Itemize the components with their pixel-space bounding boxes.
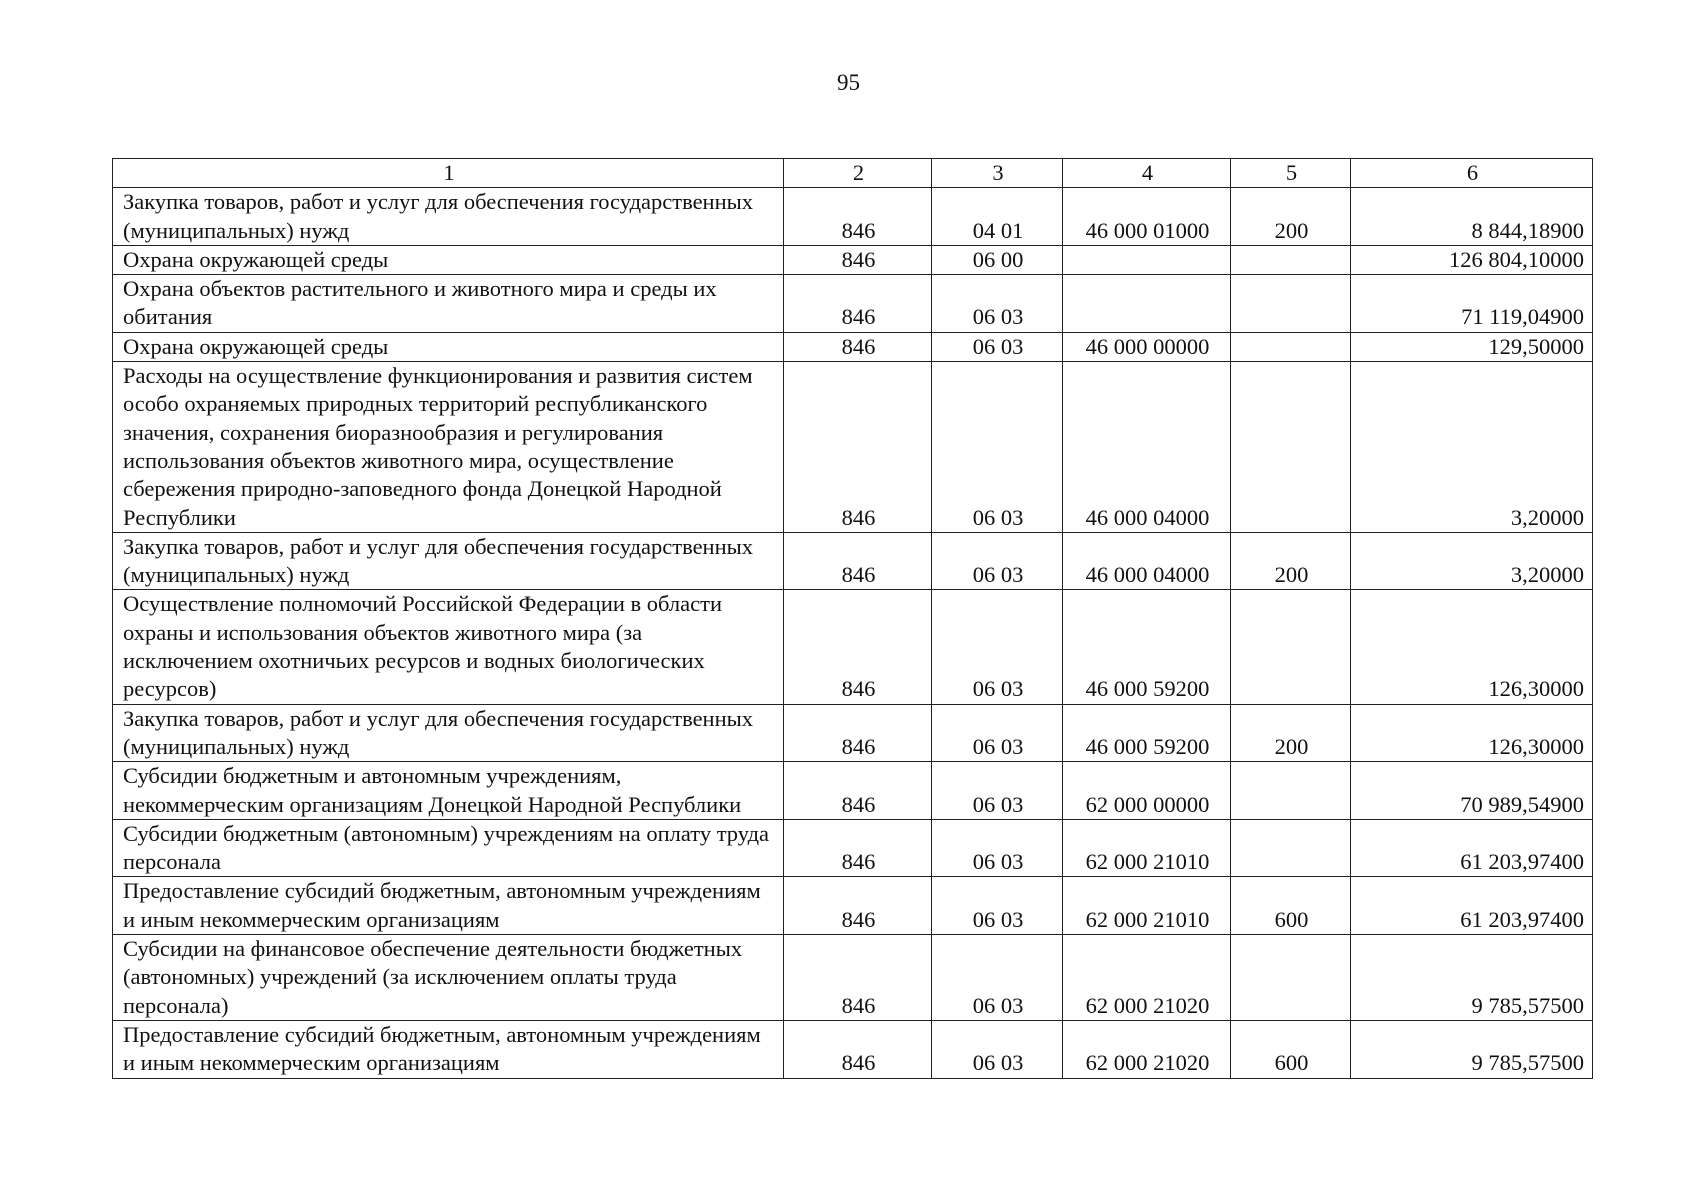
row-section: 04 01	[932, 188, 1063, 246]
row-name: Расходы на осуществление функционирования и развития систем особо охраняемых природных территорий республиканского значения, сохранения биоразнообразия и регулирования использования объектов животного мира, осуществление сбережения природно-заповедного фонда Донецкой Народной Республики	[113, 362, 784, 533]
row-section: 06 03	[932, 590, 1063, 704]
table-row	[113, 1020, 1593, 1078]
column-header-4: 4	[1063, 159, 1231, 188]
row-section: 06 03	[932, 532, 1063, 590]
row-ved: 846	[784, 332, 932, 361]
row-amount: 126 804,10000	[1351, 245, 1593, 274]
row-name: Субсидии бюджетным и автономным учреждениям, некоммерческим организациям Донецкой Народной Республики	[113, 762, 784, 820]
row-target: 46 000 04000	[1063, 362, 1231, 533]
row-section: 06 03	[932, 332, 1063, 361]
table-header-row	[113, 159, 1593, 188]
row-amount: 9 785,57500	[1351, 935, 1593, 1021]
row-amount: 61 203,97400	[1351, 819, 1593, 877]
row-amount: 3,20000	[1351, 362, 1593, 533]
row-kind	[1231, 332, 1351, 361]
row-target	[1063, 245, 1231, 274]
row-kind	[1231, 245, 1351, 274]
row-name: Охрана объектов растительного и животного мира и среды их обитания	[113, 275, 784, 333]
row-kind	[1231, 935, 1351, 1021]
table-row	[113, 245, 1593, 274]
row-kind	[1231, 762, 1351, 820]
row-amount: 126,30000	[1351, 590, 1593, 704]
row-kind	[1231, 362, 1351, 533]
row-target: 62 000 21020	[1063, 1020, 1231, 1078]
row-target: 46 000 59200	[1063, 704, 1231, 762]
row-section: 06 03	[932, 935, 1063, 1021]
row-ved: 846	[784, 704, 932, 762]
budget-table	[112, 158, 1593, 1079]
table-row	[113, 532, 1593, 590]
table-row	[113, 935, 1593, 1021]
table-row	[113, 819, 1593, 877]
row-kind	[1231, 819, 1351, 877]
table-row	[113, 332, 1593, 361]
table-row	[113, 877, 1593, 935]
row-section: 06 03	[932, 762, 1063, 820]
row-target: 62 000 21010	[1063, 877, 1231, 935]
row-ved: 846	[784, 762, 932, 820]
row-kind	[1231, 275, 1351, 333]
row-ved: 846	[784, 532, 932, 590]
column-header-5: 5	[1231, 159, 1351, 188]
table-row	[113, 590, 1593, 704]
row-amount: 61 203,97400	[1351, 877, 1593, 935]
row-name: Закупка товаров, работ и услуг для обеспечения государственных (муниципальных) нужд	[113, 704, 784, 762]
row-target: 46 000 04000	[1063, 532, 1231, 590]
row-kind: 600	[1231, 877, 1351, 935]
row-name: Субсидии на финансовое обеспечение деятельности бюджетных (автономных) учреждений (за исключением оплаты труда персонала)	[113, 935, 784, 1021]
row-ved: 846	[784, 877, 932, 935]
row-kind: 600	[1231, 1020, 1351, 1078]
row-ved: 846	[784, 362, 932, 533]
row-kind	[1231, 590, 1351, 704]
row-target: 46 000 59200	[1063, 590, 1231, 704]
row-ved: 846	[784, 188, 932, 246]
row-section: 06 03	[932, 877, 1063, 935]
row-target: 62 000 21010	[1063, 819, 1231, 877]
row-name: Закупка товаров, работ и услуг для обеспечения государственных (муниципальных) нужд	[113, 188, 784, 246]
page-number: 95	[837, 70, 860, 95]
row-target: 46 000 00000	[1063, 332, 1231, 361]
row-name: Осуществление полномочий Российской Федерации в области охраны и использования объектов животного мира (за исключением охотничьих ресурсов и водных биологических ресурсов)	[113, 590, 784, 704]
row-name: Предоставление субсидий бюджетным, автономным учреждениям и иным некоммерческим организациям	[113, 877, 784, 935]
row-amount: 8 844,18900	[1351, 188, 1593, 246]
column-header-6: 6	[1351, 159, 1593, 188]
row-amount: 129,50000	[1351, 332, 1593, 361]
row-name: Закупка товаров, работ и услуг для обеспечения государственных (муниципальных) нужд	[113, 532, 784, 590]
row-target: 46 000 01000	[1063, 188, 1231, 246]
row-section: 06 00	[932, 245, 1063, 274]
column-header-2: 2	[784, 159, 932, 188]
row-amount: 71 119,04900	[1351, 275, 1593, 333]
column-header-1: 1	[113, 159, 784, 188]
row-ved: 846	[784, 935, 932, 1021]
row-amount: 9 785,57500	[1351, 1020, 1593, 1078]
row-name: Предоставление субсидий бюджетным, автономным учреждениям и иным некоммерческим организациям	[113, 1020, 784, 1078]
row-ved: 846	[784, 245, 932, 274]
row-target	[1063, 275, 1231, 333]
row-name: Субсидии бюджетным (автономным) учреждениям на оплату труда персонала	[113, 819, 784, 877]
row-ved: 846	[784, 1020, 932, 1078]
table-row	[113, 362, 1593, 533]
row-amount: 70 989,54900	[1351, 762, 1593, 820]
row-section: 06 03	[932, 1020, 1063, 1078]
row-ved: 846	[784, 819, 932, 877]
row-name: Охрана окружающей среды	[113, 245, 784, 274]
row-target: 62 000 00000	[1063, 762, 1231, 820]
row-kind: 200	[1231, 188, 1351, 246]
row-amount: 126,30000	[1351, 704, 1593, 762]
row-section: 06 03	[932, 819, 1063, 877]
table-row	[113, 188, 1593, 246]
table-row	[113, 762, 1593, 820]
table-row	[113, 275, 1593, 333]
row-section: 06 03	[932, 275, 1063, 333]
row-kind: 200	[1231, 704, 1351, 762]
row-target: 62 000 21020	[1063, 935, 1231, 1021]
table-row	[113, 704, 1593, 762]
row-name: Охрана окружающей среды	[113, 332, 784, 361]
row-ved: 846	[784, 590, 932, 704]
row-kind: 200	[1231, 532, 1351, 590]
column-header-3: 3	[932, 159, 1063, 188]
row-ved: 846	[784, 275, 932, 333]
row-amount: 3,20000	[1351, 532, 1593, 590]
row-section: 06 03	[932, 362, 1063, 533]
row-section: 06 03	[932, 704, 1063, 762]
